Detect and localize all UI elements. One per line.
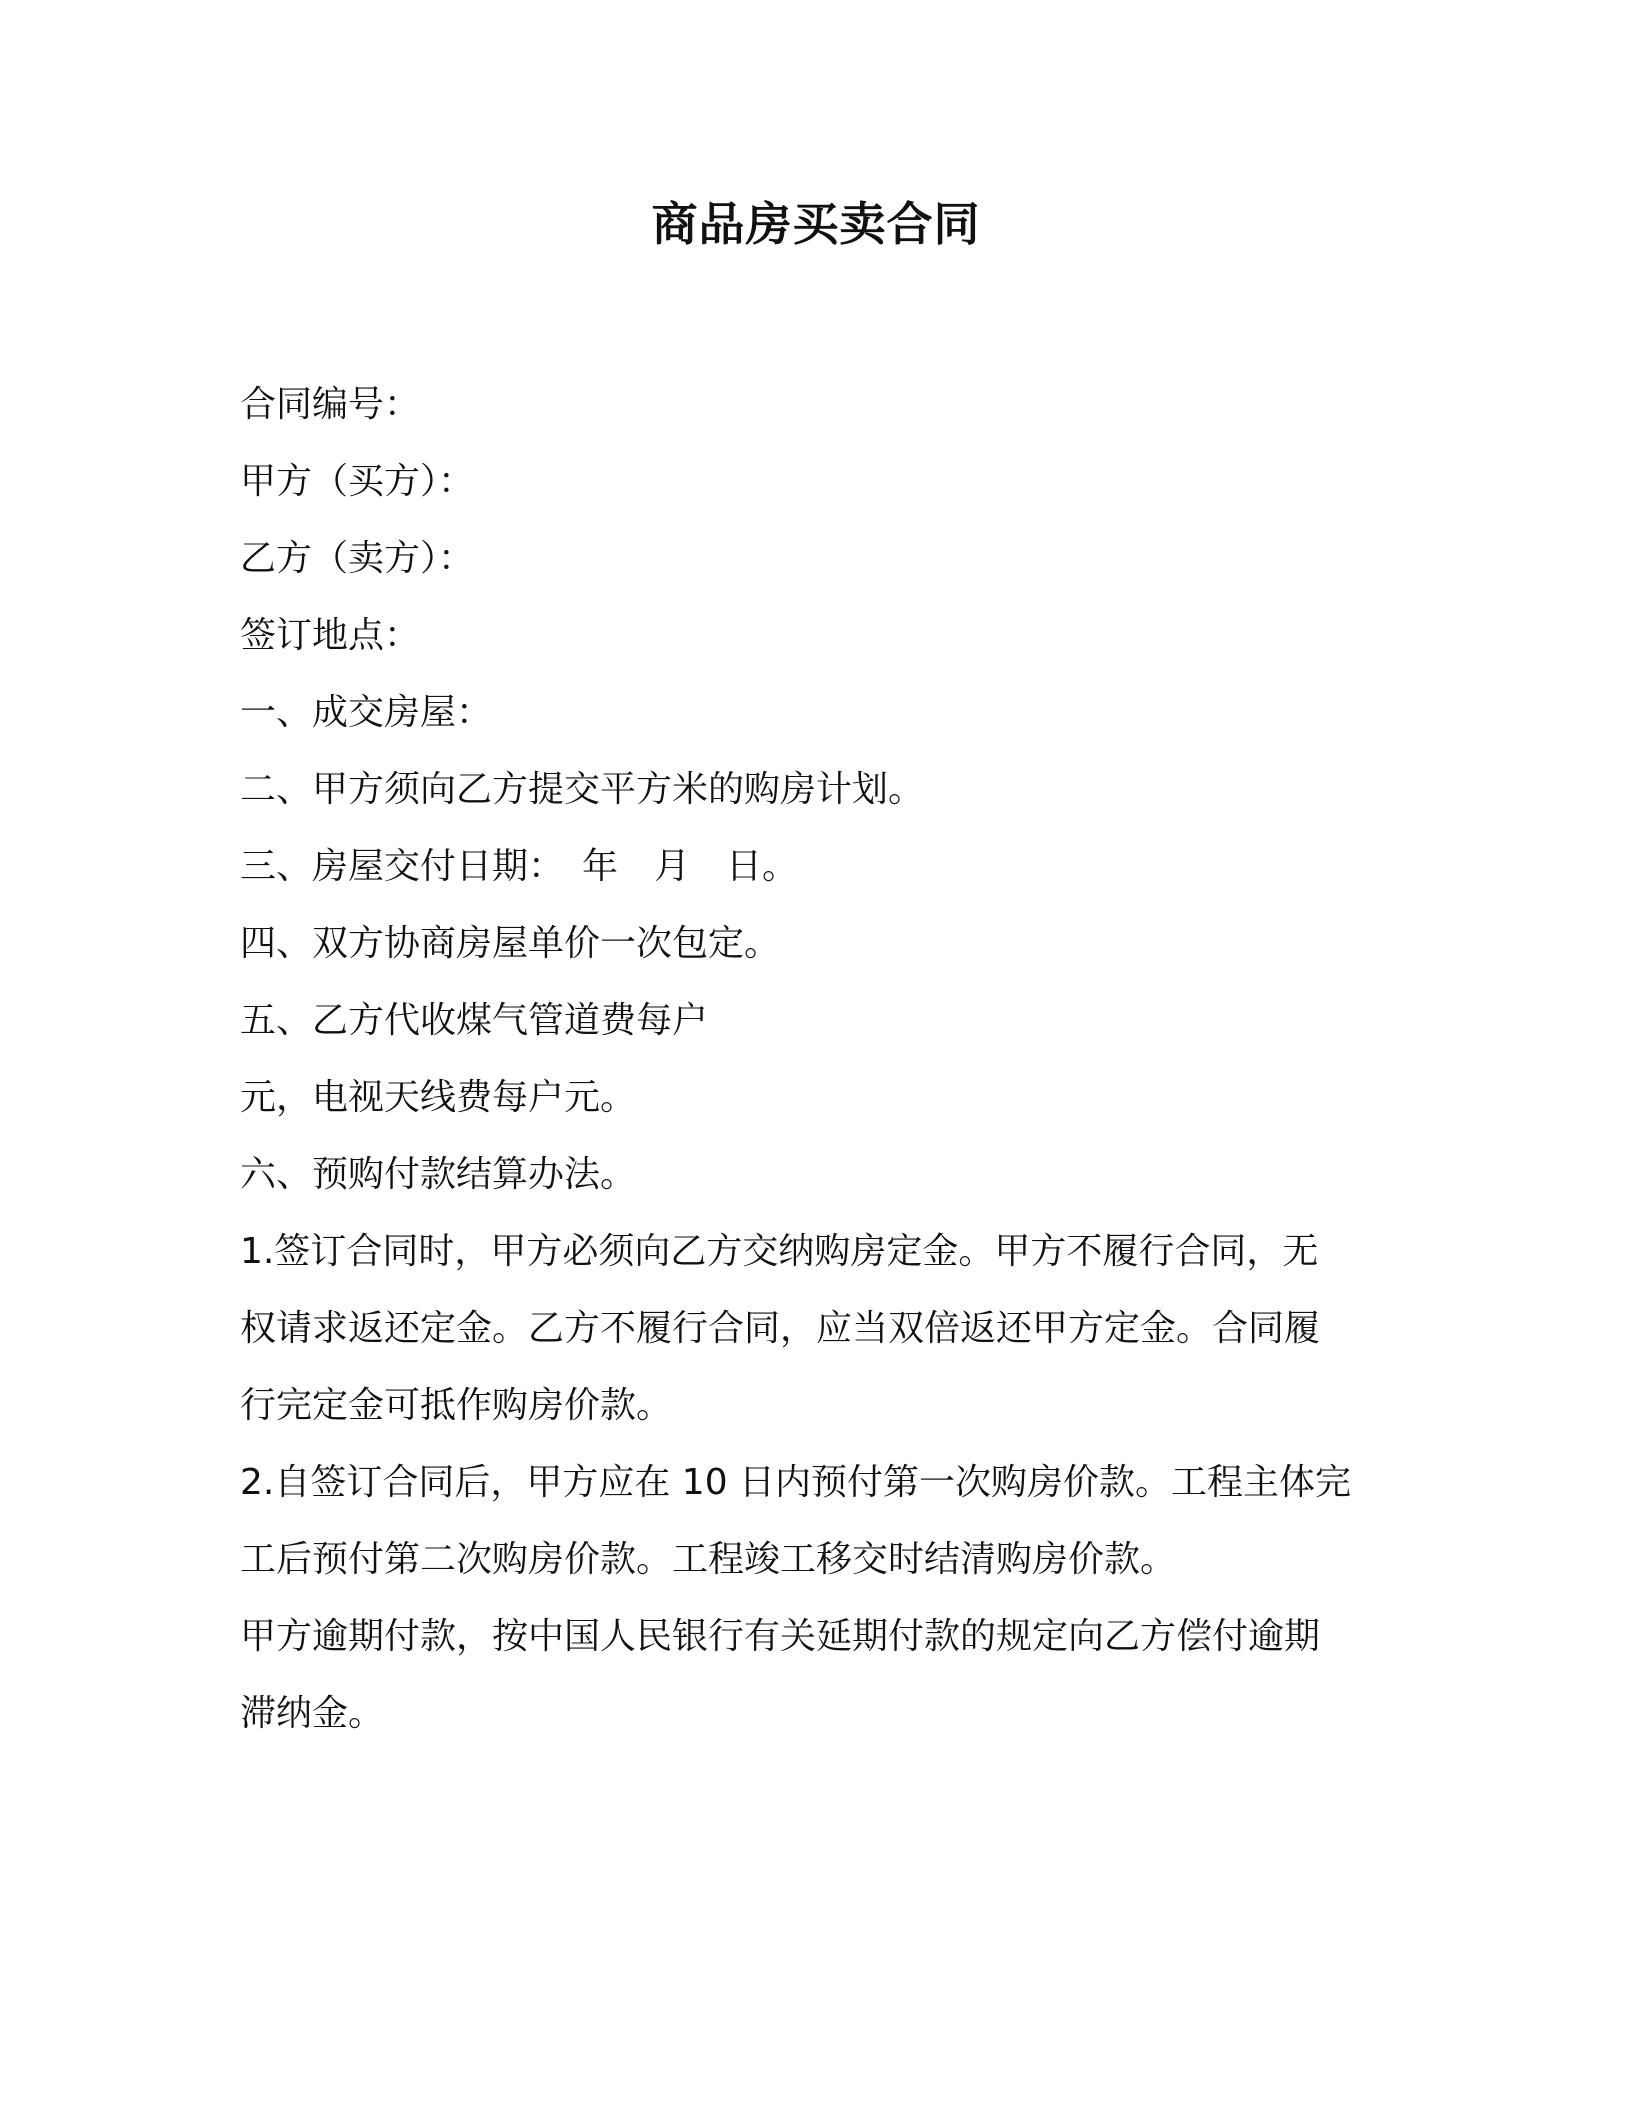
signing-place-line: 签订地点：	[240, 615, 421, 656]
clause-6-item-1-line-2: 权请求返还定金。乙方不履行合同，应当双倍返还甲方定金。合同履	[240, 1308, 1321, 1349]
clause-6-item-1-line-3: 行完定金可抵作购房价款。	[240, 1385, 673, 1426]
late-payment-line-1: 甲方逾期付款，按中国人民银行有关延期付款的规定向乙方偿付逾期	[240, 1616, 1321, 1657]
clause-5-line: 五、乙方代收煤气管道费每户	[240, 1000, 709, 1041]
party-b-line: 乙方（卖方）：	[240, 538, 475, 579]
contract-number-line: 合同编号：	[240, 384, 421, 425]
clause-1-line: 一、成交房屋：	[240, 692, 493, 733]
document-title: 商品房买卖合同	[651, 197, 981, 251]
clause-6-item-2-line-2: 工后预付第二次购房价款。工程竣工移交时结清购房价款。	[240, 1539, 1177, 1580]
clause-6-item-1-line-1: 1.签订合同时，甲方必须向乙方交纳购房定金。甲方不履行合同，无	[240, 1231, 1319, 1272]
party-a-line: 甲方（买方）：	[240, 461, 475, 502]
document-body	[240, 366, 1390, 1752]
clause-2-line: 二、甲方须向乙方提交平方米的购房计划。	[240, 769, 925, 810]
clause-6-item-2-line-1: 2.自签订合同后，甲方应在 10 日内预付第一次购房价款。工程主体完	[240, 1462, 1352, 1503]
clause-5-continuation-line: 元，电视天线费每户元。	[240, 1077, 637, 1118]
clause-3-line: 三、房屋交付日期： 年 月 日。	[240, 846, 799, 887]
clause-4-line: 四、双方协商房屋单价一次包定。	[240, 923, 781, 964]
late-payment-line-2: 滞纳金。	[240, 1693, 385, 1734]
clause-6-line: 六、预购付款结算办法。	[240, 1154, 637, 1195]
